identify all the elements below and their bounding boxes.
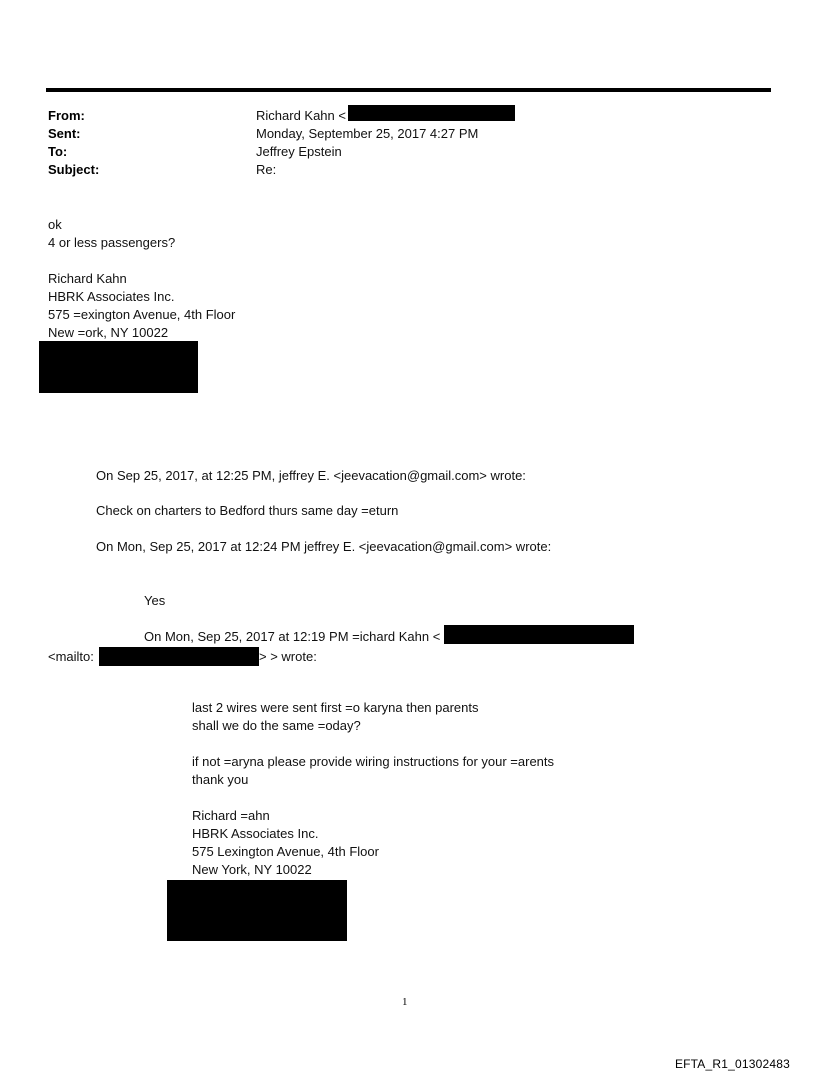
signature-company: HBRK Associates Inc.: [48, 289, 175, 304]
quote3-signature-name: Richard =ahn: [192, 808, 270, 823]
to-label: To:: [48, 144, 68, 159]
redaction-from-email: [348, 105, 515, 121]
redaction-mailto-email: [99, 647, 259, 666]
from-label: From:: [48, 108, 85, 123]
signature-address: 575 =exington Avenue, 4th Floor: [48, 307, 236, 322]
redaction-signature-block: [39, 341, 198, 393]
to-value: Jeffrey Epstein: [256, 144, 342, 159]
body-line-1: ok: [48, 217, 62, 232]
quote2-text: Yes: [144, 593, 166, 608]
signature-name: Richard Kahn: [48, 271, 127, 286]
quote3-line-4: thank you: [192, 772, 249, 787]
subject-label: Subject:: [48, 162, 100, 177]
redaction-quote3-signature: [167, 880, 347, 941]
sent-label: Sent:: [48, 126, 81, 141]
body-line-2: 4 or less passengers?: [48, 235, 176, 250]
quote1-intro: On Sep 25, 2017, at 12:25 PM, jeffrey E. <jeevacation@gmail.com> wrote:: [96, 468, 526, 483]
redaction-quote2-email: [444, 625, 634, 644]
quote3-signature-address: 575 Lexington Avenue, 4th Floor: [192, 844, 379, 859]
page-number: 1: [402, 996, 408, 1008]
quote3-signature-city: New York, NY 10022: [192, 862, 312, 877]
document-id: EFTA_R1_01302483: [674, 1057, 790, 1071]
quote2-intro: On Mon, Sep 25, 2017 at 12:19 PM =ichard Kahn <: [144, 629, 441, 644]
header-rule: [46, 88, 771, 92]
quote3-signature-company: HBRK Associates Inc.: [192, 826, 319, 841]
quote3-line-3: if not =aryna please provide wiring instructions for your =arents: [192, 754, 555, 769]
signature-city: New =ork, NY 10022: [48, 325, 169, 340]
quote3-line-2: shall we do the same =oday?: [192, 718, 361, 733]
from-value: Richard Kahn <: [256, 108, 346, 123]
quote1-text: Check on charters to Bedford thurs same day =eturn: [96, 503, 399, 518]
subject-value: Re:: [256, 162, 277, 177]
quote3-line-1: last 2 wires were sent first =o karyna then parents: [192, 700, 479, 715]
mailto-prefix: <mailto:: [48, 649, 94, 664]
quote1-intro-2: On Mon, Sep 25, 2017 at 12:24 PM jeffrey E. <jeevacation@gmail.com> wrote:: [96, 539, 552, 554]
sent-value: Monday, September 25, 2017 4:27 PM: [256, 126, 479, 141]
mailto-suffix: > > wrote:: [259, 649, 317, 664]
